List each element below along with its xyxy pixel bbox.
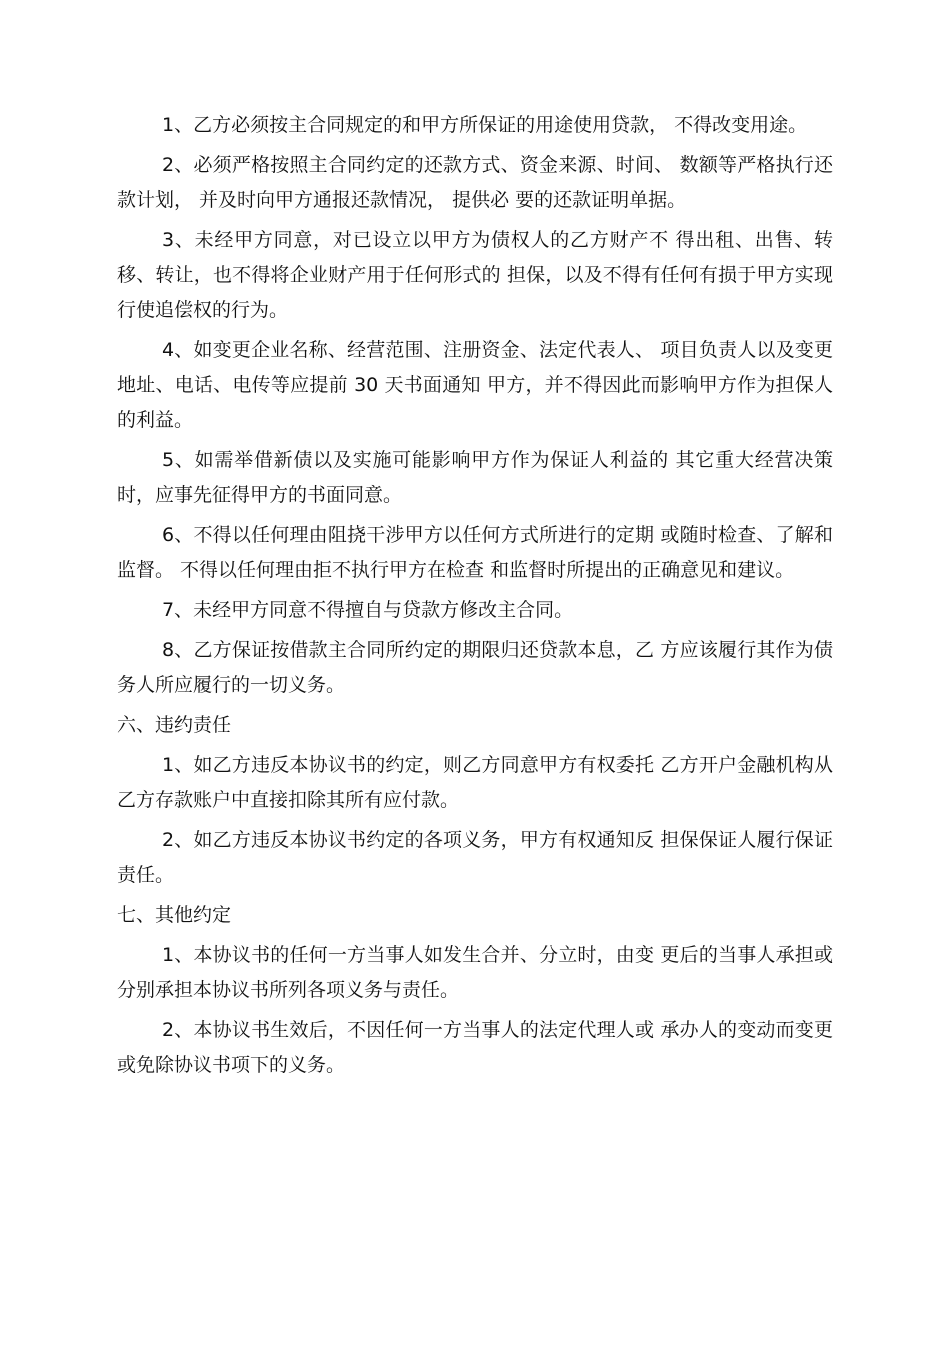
clause-paragraph: 1、乙方必须按主合同规定的和甲方所保证的用途使用贷款， 不得改变用途。: [162, 114, 808, 136]
section-heading-other: 七、其他约定: [117, 904, 232, 926]
clause-paragraph: 2、本协议书生效后，不因任何一方当事人的法定代理人或 承办人的变动而变更或免除协议书项下的义务。: [117, 1019, 833, 1076]
clause-paragraph: 5、如需举借新债以及实施可能影响甲方作为保证人利益的 其它重大经营决策时，应事先征得甲方的书面同意。: [117, 449, 833, 506]
clause-paragraph: 2、如乙方违反本协议书约定的各项义务，甲方有权通知反 担保保证人履行保证责任。: [117, 829, 833, 886]
clause-paragraph: 8、乙方保证按借款主合同所约定的期限归还贷款本息，乙 方应该履行其作为债务人所应履行的一切义务。: [117, 639, 833, 696]
document-body: [117, 108, 833, 1088]
clause-paragraph: 4、如变更企业名称、经营范围、注册资金、法定代表人、 项目负责人以及变更地址、电话、电传等应提前 30 天书面通知 甲方，并不得因此而影响甲方作为担保人的利益。: [117, 339, 833, 431]
clause-paragraph: 1、本协议书的任何一方当事人如发生合并、分立时，由变 更后的当事人承担或分别承担本协议书所列各项义务与责任。: [117, 944, 833, 1001]
clause-paragraph: 1、如乙方违反本协议书的约定，则乙方同意甲方有权委托 乙方开户金融机构从乙方存款账户中直接扣除其所有应付款。: [117, 754, 833, 811]
clause-paragraph: 6、不得以任何理由阻挠干涉甲方以任何方式所进行的定期 或随时检查、了解和监督。 不得以任何理由拒不执行甲方在检查 和监督时所提出的正确意见和建议。: [117, 524, 833, 581]
clause-paragraph: 7、未经甲方同意不得擅自与贷款方修改主合同。: [162, 599, 574, 621]
clause-paragraph: 2、必须严格按照主合同约定的还款方式、资金来源、时间、 数额等严格执行还款计划， 并及时向甲方通报还款情况， 提供必 要的还款证明单据。: [117, 154, 833, 211]
clause-paragraph: 3、未经甲方同意，对已设立以甲方为债权人的乙方财产不 得出租、出售、转移、转让，也不得将企业财产用于任何形式的 担保，以及不得有任何有损于甲方实现行使追偿权的行为。: [117, 229, 833, 321]
section-heading-breach: 六、违约责任: [117, 714, 232, 736]
